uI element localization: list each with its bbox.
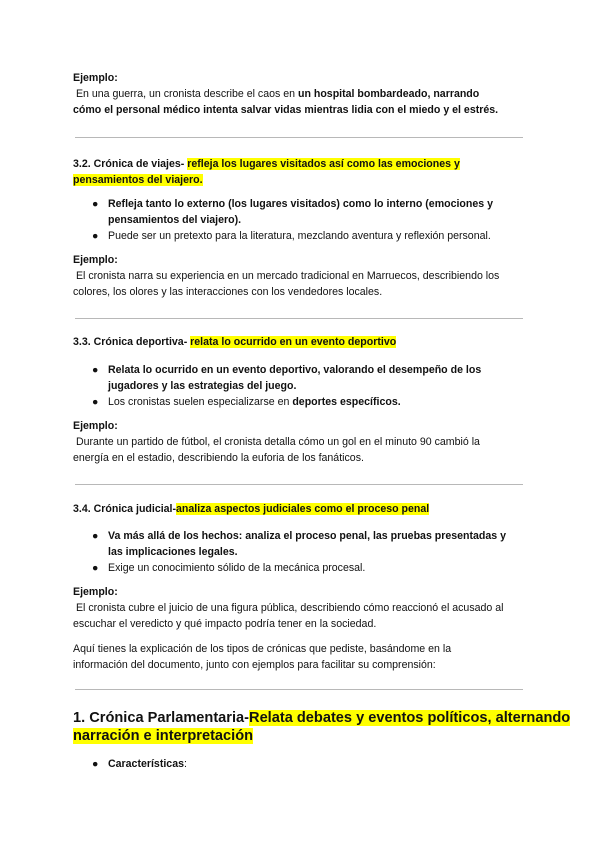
bullet-icon: ● [92, 530, 99, 542]
example-label: Ejemplo: [73, 254, 118, 266]
highlighted-text: refleja los lugares visitados así como las emociones y [187, 158, 460, 170]
example-text-line: El cronista narra su experiencia en un mercado tradicional en Marruecos, describiendo los [75, 270, 500, 282]
heading-dash: - [180, 158, 188, 170]
bullet-icon: ● [92, 230, 99, 242]
heading-cronica-parlamentaria [73, 709, 570, 728]
section-heading-3-3 [73, 334, 396, 350]
section-heading-prefix: 3.3. Crónica deportiva [73, 336, 184, 348]
example-text [73, 268, 499, 284]
section-heading-prefix: 3.2. Crónica de viajes [73, 158, 181, 170]
list-item-text: Los cronistas suelen especializarse en [108, 396, 293, 408]
list-item-bold-text: Características [108, 758, 184, 770]
list-item: Puede ser un pretexto para la literatura, mezclando aventura y reflexión personal. [108, 230, 491, 242]
example-label: Ejemplo: [73, 586, 118, 598]
section-heading-3-2 [73, 156, 460, 172]
list-item-text: jugadores y las estrategias del juego. [108, 380, 297, 392]
horizontal-rule [75, 318, 523, 319]
list-item-text: pensamientos del viajero). [108, 214, 242, 226]
example-text: En una guerra, un cronista describe el caos en [75, 88, 298, 100]
bullet-icon: ● [92, 562, 99, 574]
horizontal-rule [75, 689, 523, 690]
bullet-icon: ● [92, 198, 99, 210]
highlighted-text: pensamientos del viajero. [73, 174, 203, 186]
section-heading-prefix: 3.4. Crónica judicial [73, 503, 173, 515]
horizontal-rule [75, 137, 523, 138]
section-heading-3-4 [73, 501, 429, 517]
example-text [73, 600, 503, 616]
intro-paragraph-line-2: información del documento, junto con ejemplos para facilitar su comprensión: [73, 659, 436, 671]
bullet-icon: ● [92, 364, 99, 376]
example-bold-text: un hospital bombardeado, narrando [297, 88, 480, 100]
list-item-text: las implicaciones legales. [108, 546, 238, 558]
highlighted-text: Relata debates y eventos políticos, alternando [249, 710, 571, 726]
horizontal-rule [75, 484, 523, 485]
example-text: energía en el estadio, describiendo la euforia de los fanáticos. [73, 452, 364, 464]
list-item: Exige un conocimiento sólido de la mecánica procesal. [108, 562, 366, 574]
bullet-icon: ● [92, 396, 99, 408]
highlighted-text: narración e interpretación [73, 728, 254, 744]
list-item [108, 196, 528, 228]
list-item-text: Va más allá de los hechos: analiza el proceso penal, las pruebas presentadas y [108, 530, 507, 542]
example-text: escuchar el veredicto y qué impacto podría tener en la sociedad. [73, 618, 377, 630]
list-item [108, 528, 528, 560]
list-item [108, 362, 528, 394]
list-item-text: Refleja tanto lo externo (los lugares visitados) como lo interno (emociones y [108, 198, 493, 210]
example-text-line: El cronista cubre el juicio de una figura pública, describiendo cómo reaccionó el acusado al [75, 602, 504, 614]
heading-cronica-parlamentaria-line-2 [73, 727, 253, 746]
list-item-text: : [183, 758, 187, 770]
highlighted-text: analiza aspectos judiciales como el proceso penal [176, 503, 430, 515]
section-heading-3-2-line-2 [73, 172, 203, 188]
list-item [108, 394, 528, 410]
intro-paragraph-line-1: Aquí tienes la explicación de los tipos de crónicas que pediste, basándome en la [73, 643, 452, 655]
example-text [73, 434, 480, 450]
heading-dash: - [172, 503, 177, 515]
heading-dash: - [244, 710, 250, 726]
heading-prefix: 1. Crónica Parlamentaria [73, 710, 245, 726]
example-label: Ejemplo: [73, 420, 118, 432]
example-label: Ejemplo: [73, 72, 118, 84]
list-item-text: Relata lo ocurrido en un evento deportivo, valorando el desempeño de los [108, 364, 482, 376]
heading-dash: - [183, 336, 191, 348]
bullet-icon: ● [92, 758, 99, 770]
list-item-bold-text: deportes específicos. [292, 396, 401, 408]
example-text-line: Durante un partido de fútbol, el cronista detalla cómo un gol en el minuto 90 cambió la [75, 436, 480, 448]
example-text: colores, los olores y las interacciones con los vendedores locales. [73, 286, 383, 298]
example-bold-line-2: cómo el personal médico intenta salvar vidas mientras lidia con el miedo y el estrés. [73, 104, 499, 116]
highlighted-text: relata lo ocurrido en un evento deportivo [190, 336, 397, 348]
example-text-line-1 [73, 86, 479, 102]
list-item [108, 756, 528, 772]
